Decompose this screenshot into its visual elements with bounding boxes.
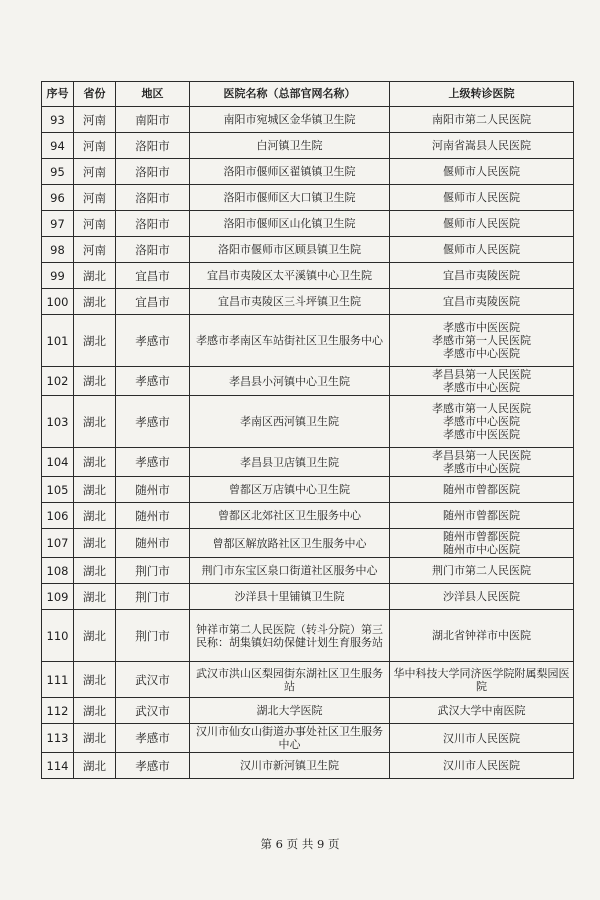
cell-hospital: 湖北大学医院 (190, 698, 390, 724)
referral-hospital: 宜昌市夷陵医院 (443, 295, 520, 308)
cell-region: 洛阳市 (116, 185, 190, 211)
cell-province: 河南 (74, 133, 116, 159)
cell-region: 孝感市 (116, 448, 190, 477)
table-row (42, 289, 574, 315)
table-row (42, 477, 574, 503)
cell-province: 湖北 (74, 724, 116, 753)
table-row (42, 367, 574, 396)
referral-hospital: 河南省嵩县人民医院 (432, 139, 531, 152)
cell-province: 湖北 (74, 558, 116, 584)
cell-referral (390, 753, 574, 779)
cell-no: 96 (42, 185, 74, 211)
cell-region: 宜昌市 (116, 263, 190, 289)
referral-hospital: 随州市中心医院 (443, 543, 520, 556)
cell-referral (390, 584, 574, 610)
cell-hospital: 宜昌市夷陵区太平溪镇中心卫生院 (190, 263, 390, 289)
table-row (42, 529, 574, 558)
referral-hospital: 孝感市中心医院 (443, 347, 520, 360)
cell-referral (390, 237, 574, 263)
cell-hospital: 武汉市洪山区梨园街东湖社区卫生服务站 (190, 662, 390, 698)
cell-province: 湖北 (74, 529, 116, 558)
cell-no: 101 (42, 315, 74, 367)
cell-region: 随州市 (116, 529, 190, 558)
table-row (42, 211, 574, 237)
table-row (42, 263, 574, 289)
cell-province: 湖北 (74, 698, 116, 724)
cell-province: 河南 (74, 237, 116, 263)
cell-no: 95 (42, 159, 74, 185)
referral-hospital: 偃师市人民医院 (443, 243, 520, 256)
referral-hospital: 偃师市人民医院 (443, 165, 520, 178)
cell-no: 103 (42, 396, 74, 448)
cell-province: 湖北 (74, 662, 116, 698)
cell-province: 湖北 (74, 289, 116, 315)
table-row (42, 724, 574, 753)
cell-referral (390, 185, 574, 211)
table-row (42, 448, 574, 477)
cell-province: 湖北 (74, 477, 116, 503)
referral-hospital: 孝昌县第一人民医院 (432, 449, 531, 462)
cell-region: 孝感市 (116, 396, 190, 448)
cell-referral (390, 315, 574, 367)
cell-region: 洛阳市 (116, 133, 190, 159)
referral-hospital: 孝昌县第一人民医院 (432, 368, 531, 381)
cell-no: 113 (42, 724, 74, 753)
table-body (42, 107, 574, 779)
cell-referral (390, 610, 574, 662)
cell-hospital: 孝昌县小河镇中心卫生院 (190, 367, 390, 396)
cell-hospital: 荆门市东宝区泉口街道社区服务中心 (190, 558, 390, 584)
cell-province: 湖北 (74, 610, 116, 662)
referral-hospital: 宜昌市夷陵医院 (443, 269, 520, 282)
cell-region: 武汉市 (116, 698, 190, 724)
table-header-row (42, 82, 574, 107)
cell-no: 107 (42, 529, 74, 558)
cell-no: 99 (42, 263, 74, 289)
table-row (42, 315, 574, 367)
cell-referral (390, 448, 574, 477)
cell-no: 100 (42, 289, 74, 315)
cell-province: 河南 (74, 107, 116, 133)
referral-hospital: 随州市曾都医院 (443, 483, 520, 496)
referral-hospital: 偃师市人民医院 (443, 191, 520, 204)
table-row (42, 503, 574, 529)
referral-hospital: 孝感市中医医院 (443, 428, 520, 441)
cell-no: 93 (42, 107, 74, 133)
cell-region: 洛阳市 (116, 159, 190, 185)
cell-hospital: 汉川市仙女山街道办事处社区卫生服务中心 (190, 724, 390, 753)
referral-hospital: 沙洋县人民医院 (443, 590, 520, 603)
cell-referral (390, 211, 574, 237)
cell-referral (390, 289, 574, 315)
referral-hospital: 孝感市中心医院 (443, 381, 520, 394)
cell-hospital: 曾都区解放路社区卫生服务中心 (190, 529, 390, 558)
table-row (42, 133, 574, 159)
cell-no: 102 (42, 367, 74, 396)
cell-referral (390, 263, 574, 289)
cell-referral (390, 724, 574, 753)
cell-hospital: 洛阳市偃师区大口镇卫生院 (190, 185, 390, 211)
cell-no: 112 (42, 698, 74, 724)
cell-no: 105 (42, 477, 74, 503)
header-no: 序号 (42, 82, 74, 107)
cell-region: 随州市 (116, 503, 190, 529)
referral-hospital: 偃师市人民医院 (443, 217, 520, 230)
cell-no: 106 (42, 503, 74, 529)
cell-hospital: 洛阳市偃师区山化镇卫生院 (190, 211, 390, 237)
cell-no: 108 (42, 558, 74, 584)
cell-province: 湖北 (74, 263, 116, 289)
cell-hospital: 钟祥市第二人民医院（转斗分院）第三民称：胡集镇妇幼保健计划生育服务站 (190, 610, 390, 662)
page-footer: 第 6 页 共 9 页 (260, 837, 340, 851)
cell-hospital: 孝感市孝南区车站街社区卫生服务中心 (190, 315, 390, 367)
table-row (42, 396, 574, 448)
cell-region: 孝感市 (116, 753, 190, 779)
cell-no: 111 (42, 662, 74, 698)
cell-province: 湖北 (74, 503, 116, 529)
cell-no: 104 (42, 448, 74, 477)
cell-province: 河南 (74, 185, 116, 211)
cell-hospital: 汉川市新河镇卫生院 (190, 753, 390, 779)
cell-region: 宜昌市 (116, 289, 190, 315)
cell-hospital: 南阳市宛城区金华镇卫生院 (190, 107, 390, 133)
cell-no: 94 (42, 133, 74, 159)
cell-province: 湖北 (74, 448, 116, 477)
referral-hospital: 荆门市第二人民医院 (432, 564, 531, 577)
cell-referral (390, 558, 574, 584)
table-row (42, 610, 574, 662)
cell-hospital: 白河镇卫生院 (190, 133, 390, 159)
cell-referral (390, 107, 574, 133)
table-row (42, 107, 574, 133)
cell-referral (390, 159, 574, 185)
referral-hospital: 汉川市人民医院 (443, 731, 520, 745)
referral-hospital: 随州市曾都医院 (443, 509, 520, 522)
referral-hospital: 孝感市中心医院 (443, 415, 520, 428)
cell-no: 110 (42, 610, 74, 662)
referral-hospital: 华中科技大学同济医学院附属梨园医院 (393, 666, 570, 693)
cell-referral (390, 367, 574, 396)
cell-region: 随州市 (116, 477, 190, 503)
cell-region: 武汉市 (116, 662, 190, 698)
table-row (42, 185, 574, 211)
table-row (42, 698, 574, 724)
cell-region: 荆门市 (116, 558, 190, 584)
table-row (42, 662, 574, 698)
cell-referral (390, 662, 574, 698)
cell-no: 97 (42, 211, 74, 237)
table-row (42, 558, 574, 584)
cell-no: 98 (42, 237, 74, 263)
header-hospital: 医院名称（总部官网名称） (190, 82, 390, 107)
header-referral: 上级转诊医院 (390, 82, 574, 107)
cell-no: 114 (42, 753, 74, 779)
table-row (42, 584, 574, 610)
cell-referral (390, 477, 574, 503)
cell-hospital: 曾都区万店镇中心卫生院 (190, 477, 390, 503)
cell-referral (390, 396, 574, 448)
cell-referral (390, 698, 574, 724)
cell-hospital: 洛阳市偃师市区顾县镇卫生院 (190, 237, 390, 263)
cell-referral (390, 133, 574, 159)
cell-region: 荆门市 (116, 610, 190, 662)
cell-hospital: 洛阳市偃师区翟镇镇卫生院 (190, 159, 390, 185)
cell-region: 南阳市 (116, 107, 190, 133)
referral-hospital: 孝感市第一人民医院 (432, 402, 531, 415)
referral-hospital: 南阳市第二人民医院 (432, 113, 531, 126)
cell-province: 湖北 (74, 367, 116, 396)
cell-province: 湖北 (74, 396, 116, 448)
cell-region: 荆门市 (116, 584, 190, 610)
referral-hospital: 湖北省钟祥市中医院 (432, 629, 531, 642)
cell-province: 湖北 (74, 753, 116, 779)
cell-referral (390, 529, 574, 558)
cell-no: 109 (42, 584, 74, 610)
cell-referral (390, 503, 574, 529)
cell-region: 孝感市 (116, 315, 190, 367)
referral-hospital: 武汉大学中南医院 (437, 704, 526, 717)
referral-hospital: 孝感市中心医院 (443, 462, 520, 475)
header-region: 地区 (116, 82, 190, 107)
cell-region: 孝感市 (116, 724, 190, 753)
cell-region: 孝感市 (116, 367, 190, 396)
table-row (42, 237, 574, 263)
header-province: 省份 (74, 82, 116, 107)
cell-hospital: 沙洋县十里铺镇卫生院 (190, 584, 390, 610)
referral-hospital: 随州市曾都医院 (443, 530, 520, 543)
cell-hospital: 孝昌县卫店镇卫生院 (190, 448, 390, 477)
cell-province: 湖北 (74, 315, 116, 367)
cell-province: 河南 (74, 211, 116, 237)
cell-province: 湖北 (74, 584, 116, 610)
referral-hospital: 汉川市人民医院 (443, 759, 520, 772)
table-row (42, 159, 574, 185)
referral-hospital: 孝感市中医医院 (443, 321, 520, 334)
referral-hospital: 孝感市第一人民医院 (432, 334, 531, 347)
hospital-table (41, 81, 574, 779)
cell-hospital: 孝南区西河镇卫生院 (190, 396, 390, 448)
table-row (42, 753, 574, 779)
cell-region: 洛阳市 (116, 237, 190, 263)
cell-hospital: 宜昌市夷陵区三斗坪镇卫生院 (190, 289, 390, 315)
cell-hospital: 曾都区北郊社区卫生服务中心 (190, 503, 390, 529)
cell-province: 河南 (74, 159, 116, 185)
cell-region: 洛阳市 (116, 211, 190, 237)
